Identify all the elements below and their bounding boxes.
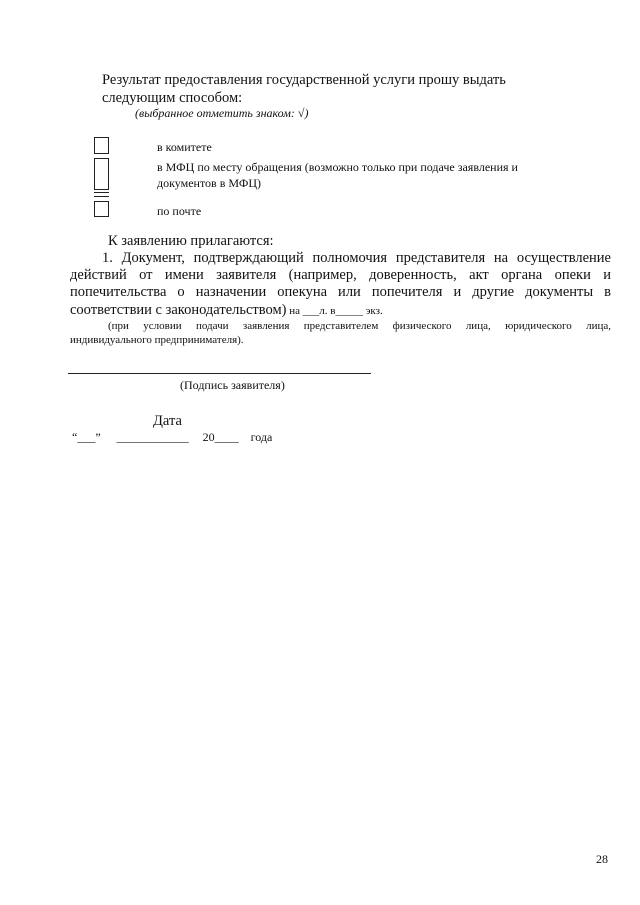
result-heading-line1: Результат предоставления государственной услуги прошу выдать: [102, 72, 506, 88]
attachments-heading: К заявлению прилагаются:: [108, 233, 274, 249]
attachment-item1-line3: [70, 284, 611, 301]
attachment-item1-line2-text: действий от имени заявителя (например, доверенность, акт органа опеки и: [70, 267, 611, 283]
signature-line: [68, 373, 371, 374]
checkbox-post[interactable]: [94, 201, 109, 217]
attachment-item1-line3-text: попечительства о назначении опекуна или попечителя и другие документы в: [70, 284, 611, 300]
attachment-note-line1: [108, 320, 611, 332]
date-fields: [72, 430, 272, 445]
divider: [94, 192, 109, 193]
attachment-note-line2: индивидуального предпринимателя).: [70, 334, 244, 346]
date-year-suffix: года: [250, 430, 273, 444]
date-day-blank: ___: [77, 430, 96, 444]
option-post-label: по почте: [157, 204, 202, 218]
date-label: Дата: [153, 413, 182, 429]
date-year-blank: ____: [214, 430, 239, 444]
attachment-note-line1-text: (при условии подачи заявления представителем физического лица, юридического лица,: [108, 320, 611, 332]
option-committee-label: в комитете: [157, 140, 212, 154]
date-year-prefix: 20: [202, 430, 215, 444]
signature-caption: (Подпись заявителя): [180, 378, 285, 392]
checkbox-mfc[interactable]: [94, 158, 109, 190]
attachment-item1-line2: [70, 267, 611, 284]
date-open-quote: “: [72, 430, 78, 444]
divider: [94, 196, 109, 197]
checkbox-committee[interactable]: [94, 137, 109, 154]
date-close-quote: ”: [95, 430, 101, 444]
result-heading-line2: следующим способом:: [102, 90, 243, 106]
selection-hint: (выбранное отметить знаком: √): [135, 106, 309, 120]
option-mfc-label-line1: в МФЦ по месту обращения (возможно только при подаче заявления и: [157, 160, 518, 174]
attachment-item1-line1: [102, 250, 611, 267]
date-month-blank: ____________: [116, 430, 189, 444]
attachment-item1-line1-text: 1. Документ, подтверждающий полномочия представителя на осуществление: [102, 250, 611, 266]
attachment-item1-line4: [70, 301, 383, 319]
attachment-item1-line4-tail: на ___л. в_____ экз.: [286, 305, 383, 317]
attachment-item1-line4-main: соответствии с законодательством): [70, 302, 287, 318]
page-number: 28: [596, 852, 608, 866]
option-mfc-label-line2: документов в МФЦ): [157, 176, 262, 190]
